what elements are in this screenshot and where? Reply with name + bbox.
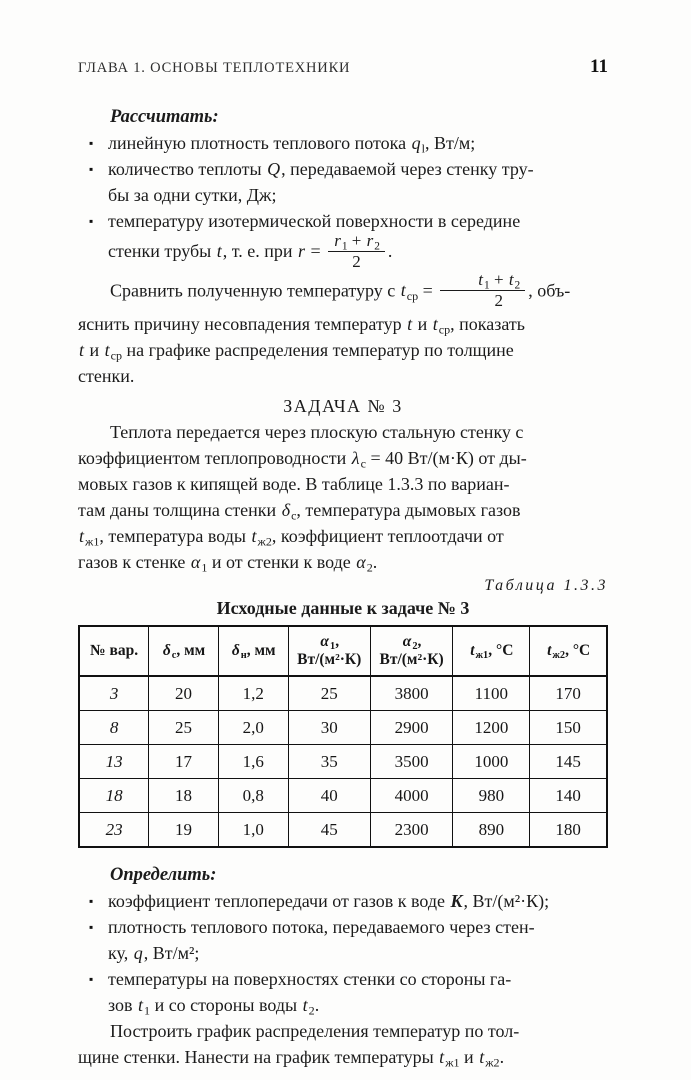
table-cell: 18 — [149, 779, 219, 813]
list-item — [78, 888, 608, 914]
table-header-cell: $\alpha_2$, Вт/(м²·К) — [370, 626, 452, 676]
table-header — [79, 626, 607, 676]
list-item-text: температуры на поверхностях стенки со стороны га- зов $t_1$ и со стороны воды $t_2$. — [108, 969, 512, 1018]
table-cell: 25 — [149, 711, 219, 745]
list-item-text: плотность теплового потока, передаваемого через стен- ку, q, Вт/м²; — [108, 917, 535, 964]
table-cell: 2900 — [370, 711, 452, 745]
running-head — [78, 56, 608, 78]
list-item — [78, 156, 608, 208]
table-row — [79, 813, 607, 848]
table-row — [79, 676, 607, 711]
table-cell: 140 — [530, 779, 607, 813]
table-cell: 1,2 — [218, 676, 288, 711]
bullet-icon: ▪ — [89, 920, 94, 935]
table-cell: 980 — [453, 779, 530, 813]
page-number: 11 — [590, 56, 608, 77]
table-cell: 30 — [288, 711, 370, 745]
data-table — [78, 625, 608, 848]
table-cell: 2,0 — [218, 711, 288, 745]
table-body — [79, 676, 607, 847]
table-header-cell: $\delta_с$, мм — [149, 626, 219, 676]
table-cell: 1000 — [453, 745, 530, 779]
chapter-title: ГЛАВА 1. ОСНОВЫ ТЕПЛОТЕХНИКИ — [78, 60, 351, 76]
table-cell: 3500 — [370, 745, 452, 779]
table-header-cell: № вар. — [79, 626, 149, 676]
table-title: Исходные данные к задаче № 3 — [216, 598, 470, 619]
table-cell: 170 — [530, 676, 607, 711]
list-item-text: количество теплоты Q, передаваемой через стенку тру- бы за одни сутки, Дж; — [108, 159, 534, 205]
compare-paragraph: Сравнить полученную температуру с $t_{ср}$ = $\frac{t_1 + t_2}{2}$ , объ- яснить причину несовпадения температур t и $t_{ср}$, показать t и $t_{ср}$ на графике распределения температур по толщине стенки. — [78, 269, 571, 387]
table-cell: 23 — [79, 813, 149, 848]
calculate-list — [78, 130, 608, 273]
determine-list — [78, 888, 608, 1018]
table-cell: 20 — [149, 676, 219, 711]
table-cell: 45 — [288, 813, 370, 848]
table-cell: 17 — [149, 745, 219, 779]
table-cell: 19 — [149, 813, 219, 848]
table-header-row — [79, 626, 607, 676]
table-cell: 3 — [79, 676, 149, 711]
list-item-text: температуру изотермической поверхности в середине стенки трубы t, т. е. при r = $\frac{r_1 + r_2}{2}$ . — [108, 211, 521, 271]
bullet-icon: ▪ — [89, 136, 94, 150]
table-cell: 4000 — [370, 779, 452, 813]
table-cell: 1200 — [453, 711, 530, 745]
table-cell: 1100 — [453, 676, 530, 711]
table-header-cell: $\delta_н$, мм — [218, 626, 288, 676]
table-cell: 13 — [79, 745, 149, 779]
table-cell: 150 — [530, 711, 607, 745]
bullet-icon: ▪ — [89, 894, 94, 909]
table-header-cell: $\alpha_1$, Вт/(м²·К) — [288, 626, 370, 676]
table-row — [79, 779, 607, 813]
table-cell: 1,0 — [218, 813, 288, 848]
table-header-cell: $t_{ж1}$, °С — [453, 626, 530, 676]
table-cell: 1,6 — [218, 745, 288, 779]
bullet-icon: ▪ — [89, 214, 94, 228]
table-cell: 8 — [79, 711, 149, 745]
table-cell: 145 — [530, 745, 607, 779]
table-cell: 180 — [530, 813, 607, 848]
list-item-text: линейную плотность теплового потока $q_l$, Вт/м; — [108, 133, 476, 156]
table-row — [79, 745, 607, 779]
table-cell: 25 — [288, 676, 370, 711]
task-paragraph: Теплота передается через плоскую стальную стенку с коэффициентом теплопроводности $\lambda_с = 40$ Вт/(м·К) от ды- мовых газов к кипящей воде. В таблице 1.3.3 по вариан- там даны толщина стенки $\delta_с$, температура дымовых газов $t_{ж1}$, температура воды $t_{ж2}$, коэффициент теплоотдачи от газов к стенке $\alpha_1$ и от стенки к воде $\alpha_2$. — [78, 422, 527, 575]
list-item-text: коэффициент теплопередачи от газов к воде K, Вт/(м²·К); — [108, 891, 550, 912]
table-row — [79, 711, 607, 745]
determine-label: Определить: — [110, 865, 217, 886]
list-item — [78, 966, 608, 1018]
list-item — [78, 914, 608, 966]
task-heading: ЗАДАЧА № 3 — [283, 396, 403, 417]
table-cell: 3800 — [370, 676, 452, 711]
list-item — [78, 130, 608, 156]
table-cell: 40 — [288, 779, 370, 813]
table-caption-number: Таблица 1.3.3 — [484, 577, 608, 595]
table-cell: 0,8 — [218, 779, 288, 813]
table-cell: 35 — [288, 745, 370, 779]
fraction: $\frac{r_1 + r_2}{2}$ — [328, 232, 385, 271]
fraction: $\frac{t_1 + t_2}{2}$ — [440, 271, 525, 310]
table-header-cell: $t_{ж2}$, °С — [530, 626, 607, 676]
table-cell: 890 — [453, 813, 530, 848]
final-paragraph: Построить график распределения температур по тол- щине стенки. Нанести на график температуры $t_{ж1}$ и $t_{ж2}$. — [78, 1021, 520, 1070]
bullet-icon: ▪ — [89, 972, 94, 987]
calculate-label: Рассчитать: — [110, 107, 219, 127]
table-cell: 2300 — [370, 813, 452, 848]
table-cell: 18 — [79, 779, 149, 813]
bullet-icon: ▪ — [89, 162, 94, 176]
list-item — [78, 208, 608, 273]
